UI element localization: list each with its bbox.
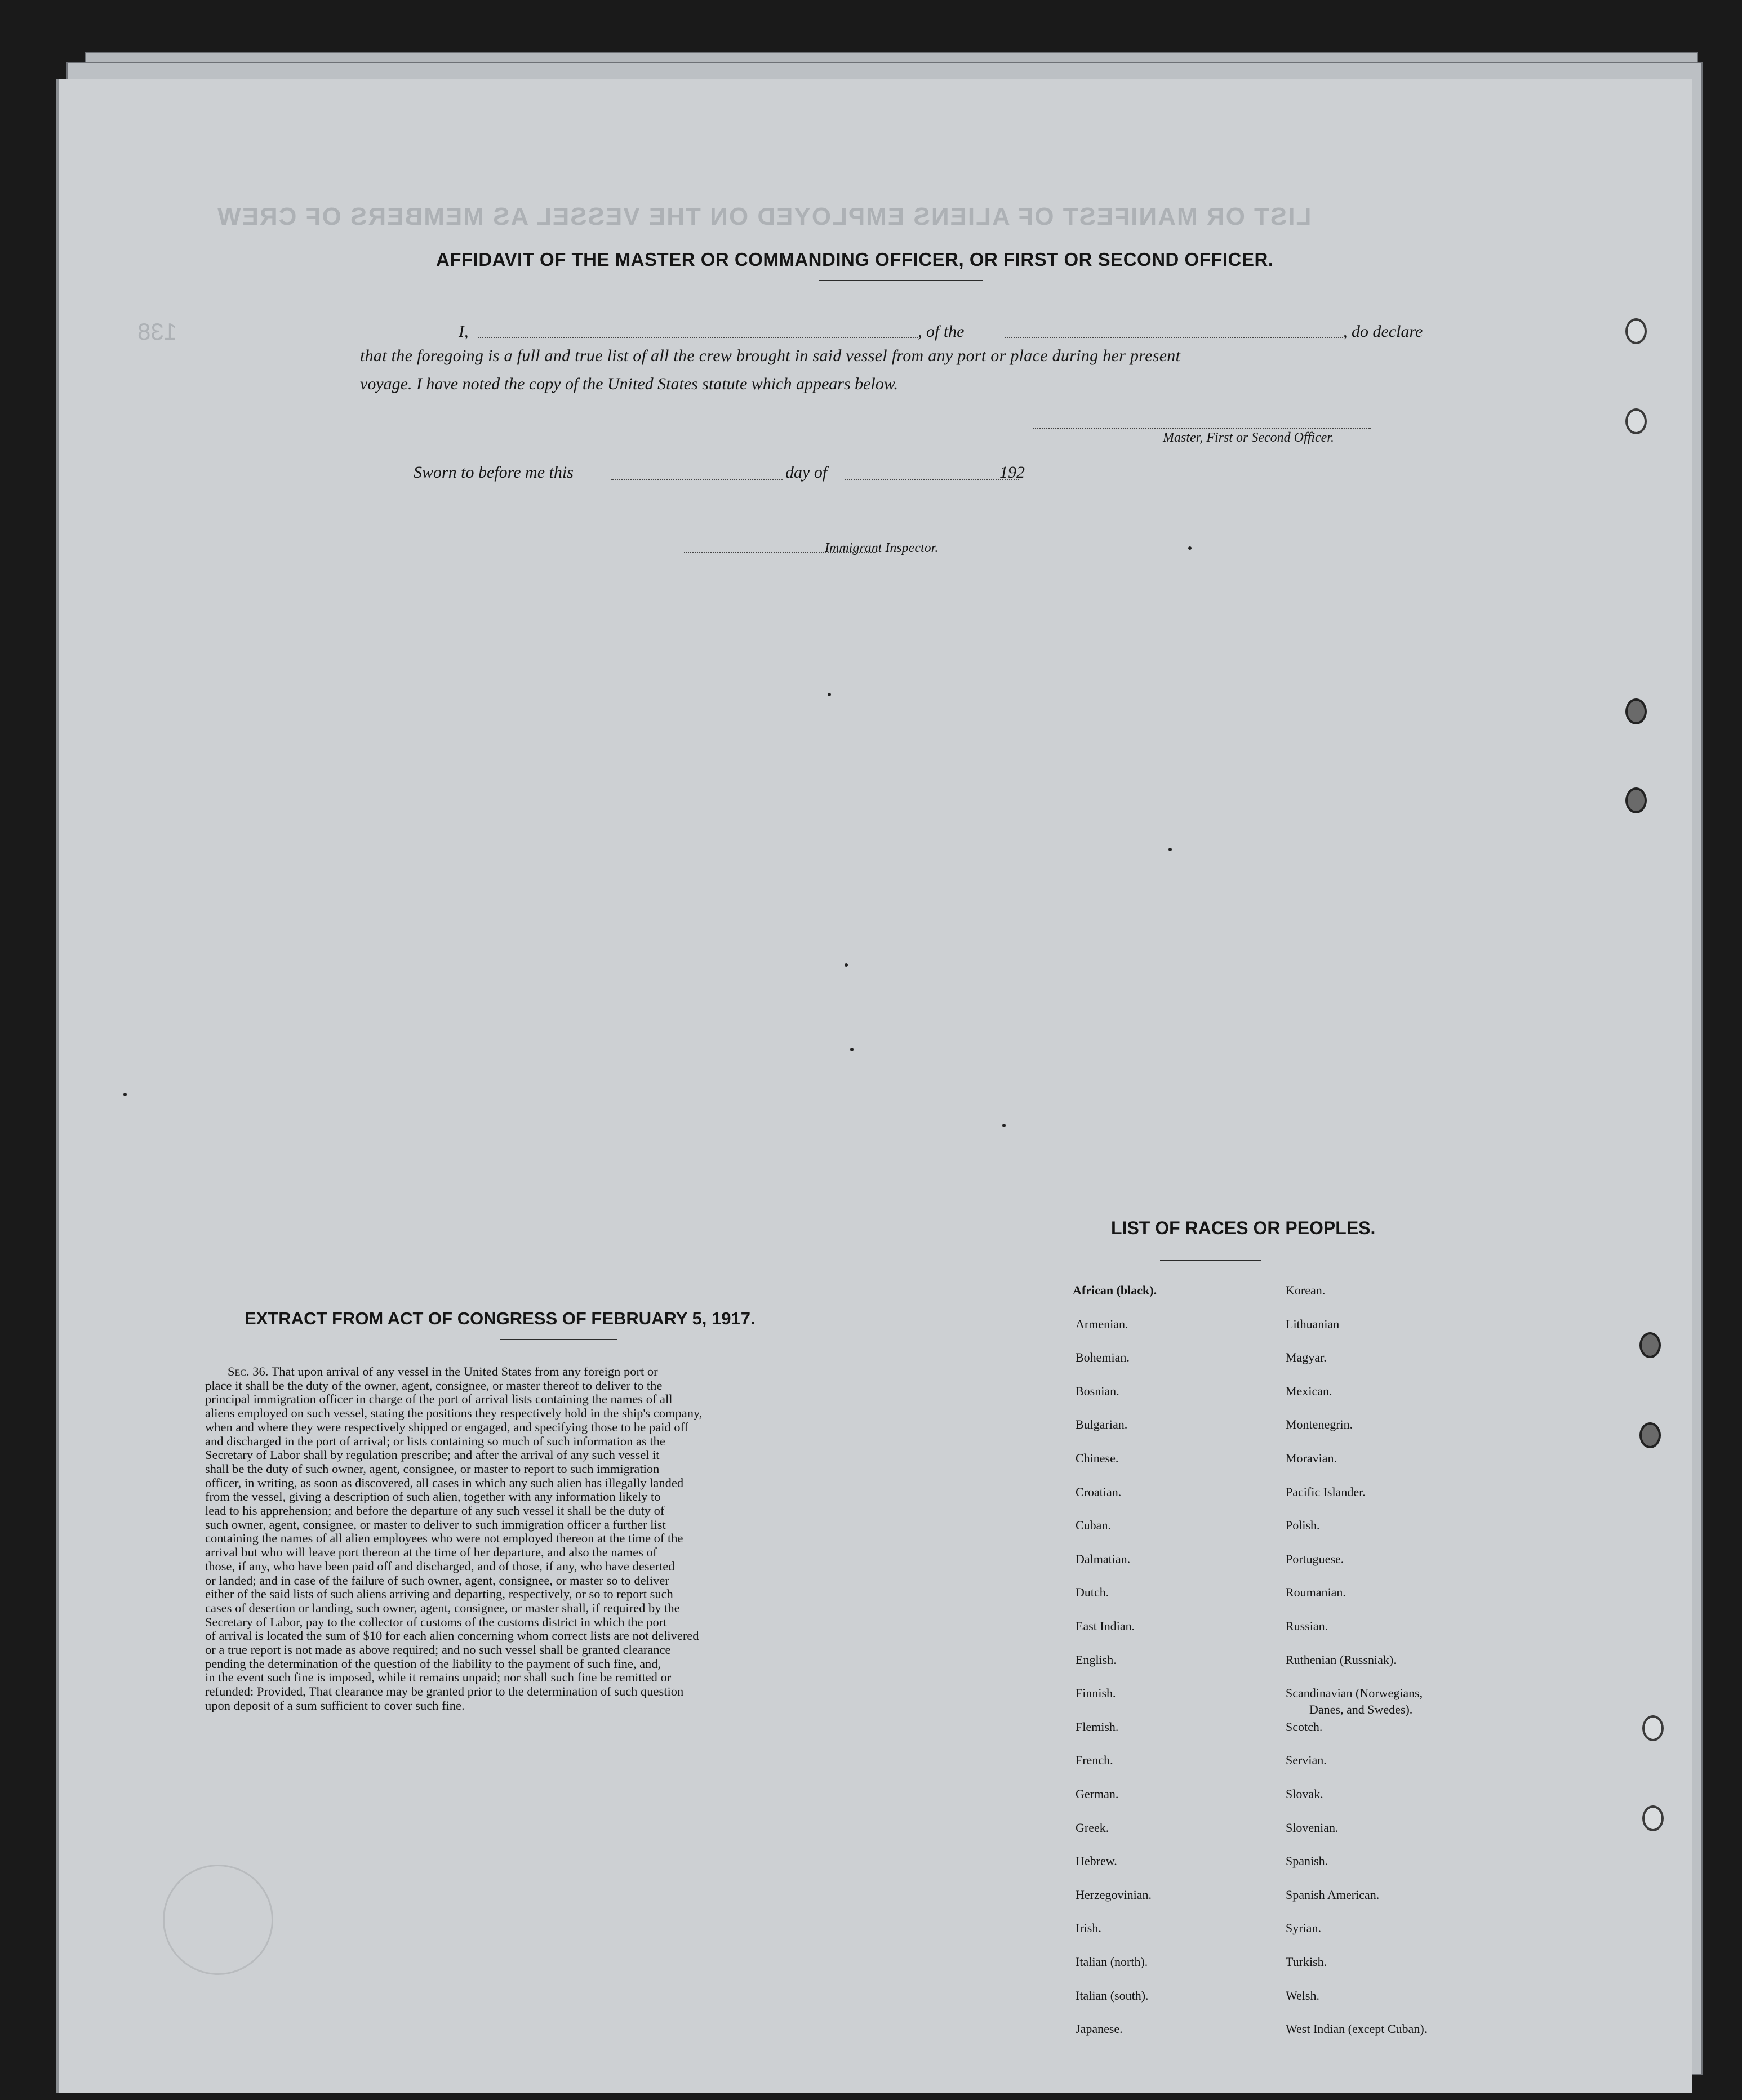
race-item: Scandinavian (Norwegians, (1286, 1686, 1423, 1701)
race-item: Italian (south). (1076, 1988, 1149, 2003)
section-body-line: and discharged in the port of arrival; or lists containing so much of such information as the (205, 1434, 665, 1448)
affidavit-line2: that the foregoing is a full and true list of all the crew brought in said vessel from any port or place during her present (360, 346, 1181, 365)
race-item: Finnish. (1076, 1686, 1116, 1701)
race-item: Scotch. (1286, 1719, 1323, 1734)
ink-speck (850, 1048, 854, 1051)
ink-speck (845, 963, 848, 967)
race-item: Bosnian. (1076, 1383, 1119, 1398)
section-body-line: shall be the duty of such owner, agent, consignee, or master to report to such immigration (205, 1461, 660, 1476)
binder-hole-icon (1642, 1805, 1664, 1831)
race-item: Chinese. (1076, 1451, 1119, 1465)
section-label: Sec. 36. (228, 1364, 269, 1378)
race-item: Slovenian. (1286, 1820, 1339, 1835)
race-item: Welsh. (1286, 1988, 1319, 2003)
race-item: Slovak. (1286, 1787, 1323, 1801)
race-item: Montenegrin. (1286, 1417, 1353, 1432)
affidavit-line3: voyage. I have noted the copy of the United States statute which appears below. (360, 375, 899, 393)
ink-speck (1168, 848, 1172, 851)
race-item: Korean. (1286, 1283, 1326, 1297)
race-item: Armenian. (1076, 1316, 1128, 1331)
race-item: East Indian. (1076, 1619, 1135, 1633)
binder-hole-icon (1625, 318, 1647, 344)
race-item: Spanish American. (1286, 1887, 1380, 1902)
section-body-line: Secretary of Labor shall by regulation prescribe; and after the arrival of any such vessel it (205, 1448, 660, 1462)
race-item: Italian (north). (1076, 1955, 1148, 1969)
ink-speck (123, 1093, 127, 1096)
race-item: Turkish. (1286, 1955, 1327, 1969)
race-item: English. (1076, 1652, 1117, 1667)
race-item: Polish. (1286, 1518, 1320, 1533)
race-item: Dalmatian. (1076, 1551, 1131, 1566)
section-body-line: upon deposit of a sum sufficient to cover such fine. (205, 1698, 465, 1712)
section-body-line: such owner, agent, consignee, or master to deliver to such immigration officer a further list (205, 1517, 666, 1532)
document-page (56, 79, 1692, 2093)
binder-hole-icon (1625, 698, 1647, 724)
race-item: Dutch. (1076, 1585, 1109, 1600)
section-body-line: arrival but who will leave port thereon at the time of her departure, and also the names of (205, 1545, 657, 1560)
section-body-line: refunded: Provided, That clearance may be granted prior to the determination of such question (205, 1684, 684, 1699)
race-item: African (black). (1073, 1283, 1157, 1297)
officer-signature-label: Master, First or Second Officer. (1163, 430, 1334, 445)
section-body-line: officer, in writing, as soon as discovered, all cases in which any such alien has illegally landed (205, 1475, 684, 1490)
sworn-day-field[interactable] (611, 479, 783, 480)
affidavit-title: AFFIDAVIT OF THE MASTER OR COMMANDING OFFICER, OR FIRST OR SECOND OFFICER. (436, 249, 1274, 270)
ink-speck (1188, 546, 1192, 550)
section-body-line: lead to his apprehension; and before the departure of any such vessel it shall be the duty of (205, 1503, 665, 1518)
race-item: Magyar. (1286, 1350, 1327, 1365)
race-item: Lithuanian (1286, 1316, 1340, 1331)
section-body-line: in the event such fine is imposed, while it remains unpaid; nor shall such fine be remitted or (205, 1670, 672, 1685)
binder-hole-icon (1625, 788, 1647, 813)
bleed-through-header: LIST OR MANIFEST OF ALIENS EMPLOYED ON THE VESSEL AS MEMBERS OF CREW (216, 203, 1312, 230)
race-item: Greek. (1076, 1820, 1109, 1835)
binder-hole-icon (1639, 1332, 1661, 1358)
race-item: Croatian. (1076, 1484, 1122, 1499)
race-item: Irish. (1076, 1921, 1101, 1936)
master-name-field[interactable] (478, 337, 918, 338)
sworn-year: 192 (999, 463, 1025, 482)
section-body-line: when and where they were respectively shipped or engaged, and specifying those to be paid off (205, 1420, 689, 1434)
race-item: Russian. (1286, 1619, 1328, 1633)
section-body-line: pending the determination of the question of the liability to the payment of such fine, and, (205, 1656, 661, 1671)
race-item: Cuban. (1076, 1518, 1111, 1533)
binder-hole-icon (1639, 1422, 1661, 1448)
race-item: Roumanian. (1286, 1585, 1346, 1600)
section-body-line: aliens employed on such vessel, stating the positions they respectively hold in the ship's company, (205, 1406, 703, 1421)
section-body-line: containing the names of all alien employees who were not employed thereon at the time of the (205, 1531, 683, 1546)
affidavit-of-the: , of the (918, 322, 965, 341)
officer-signature-line[interactable] (1033, 428, 1371, 429)
binder-hole-icon (1625, 408, 1647, 434)
binder-hole-icon (1642, 1715, 1664, 1741)
section-body-line: or landed; and in case of the failure of such owner, agent, consignee, or master so to deliver (205, 1573, 669, 1587)
faint-stamp (163, 1865, 273, 1975)
race-item: Spanish. (1286, 1854, 1328, 1868)
extract-section-36 (205, 1365, 881, 1713)
section-body-line: those, if any, who have been paid off and discharged, and of those, if any, who have deserted (205, 1559, 675, 1573)
race-item: Japanese. (1076, 2022, 1123, 2036)
section-body-line: or a true report is not made as above required; and no such vessel shall be granted clearance (205, 1643, 671, 1657)
race-item: Herzegovinian. (1076, 1887, 1152, 1902)
race-item: Syrian. (1286, 1921, 1321, 1936)
sworn-month-field[interactable] (845, 479, 1019, 480)
race-item: West Indian (except Cuban). (1286, 2022, 1428, 2036)
section-body-line: That upon arrival of any vessel in the United States from any foreign port or (271, 1364, 658, 1378)
race-item: Servian. (1286, 1753, 1327, 1768)
race-item: Moravian. (1286, 1451, 1337, 1465)
extract-title-underline (500, 1339, 617, 1340)
race-item: Bulgarian. (1076, 1417, 1128, 1432)
races-title-underline (1160, 1260, 1261, 1261)
sworn-prefix: Sworn to before me this (414, 463, 574, 482)
race-item: German. (1076, 1787, 1119, 1801)
section-body-line: either of the said lists of such aliens arriving and departing, respectively, or so to report such (205, 1587, 673, 1601)
affidavit-line1-prefix: I, (459, 322, 469, 341)
race-item-continued: Danes, and Swedes). (1309, 1702, 1413, 1717)
race-item: Hebrew. (1076, 1854, 1117, 1868)
section-body-line: of arrival is located the sum of $10 for each alien concerning whom correct lists are not delivered (205, 1629, 699, 1643)
races-title: LIST OF RACES OR PEOPLES. (1111, 1218, 1376, 1238)
race-item: Flemish. (1076, 1719, 1119, 1734)
bleed-through-page-number: 138 (137, 318, 177, 345)
section-body-line: cases of desertion or landing, such owner, agent, consignee, or master shall, if required by the (205, 1600, 680, 1615)
section-line-1 (205, 1365, 881, 1379)
ink-speck (828, 693, 831, 696)
extract-title: EXTRACT FROM ACT OF CONGRESS OF FEBRUARY 5, 1917. (245, 1309, 756, 1328)
section-body-line: from the vessel, giving a description of such alien, together with any information likely to (205, 1489, 661, 1504)
section-body-line: place it shall be the duty of the owner, agent, consignee, or master thereof to deliver to the (205, 1378, 663, 1392)
inspector-label: Immigrant Inspector. (825, 541, 939, 555)
race-item: French. (1076, 1753, 1113, 1768)
vessel-name-field[interactable] (1005, 337, 1343, 338)
race-item: Portuguese. (1286, 1551, 1344, 1566)
race-item: Pacific Islander. (1286, 1484, 1366, 1499)
ink-speck (1002, 1124, 1006, 1127)
affidavit-title-underline (819, 280, 983, 281)
sworn-day-of: day of (785, 463, 828, 482)
affidavit-do-declare: , do declare (1343, 322, 1423, 341)
race-item: Bohemian. (1076, 1350, 1130, 1365)
race-item: Ruthenian (Russniak). (1286, 1652, 1397, 1667)
section-body-line: Secretary of Labor, pay to the collector of customs of the customs district in which the port (205, 1614, 667, 1629)
section-body-line: principal immigration officer in charge of the port of arrival lists containing the names of all (205, 1392, 673, 1407)
race-item: Mexican. (1286, 1383, 1332, 1398)
